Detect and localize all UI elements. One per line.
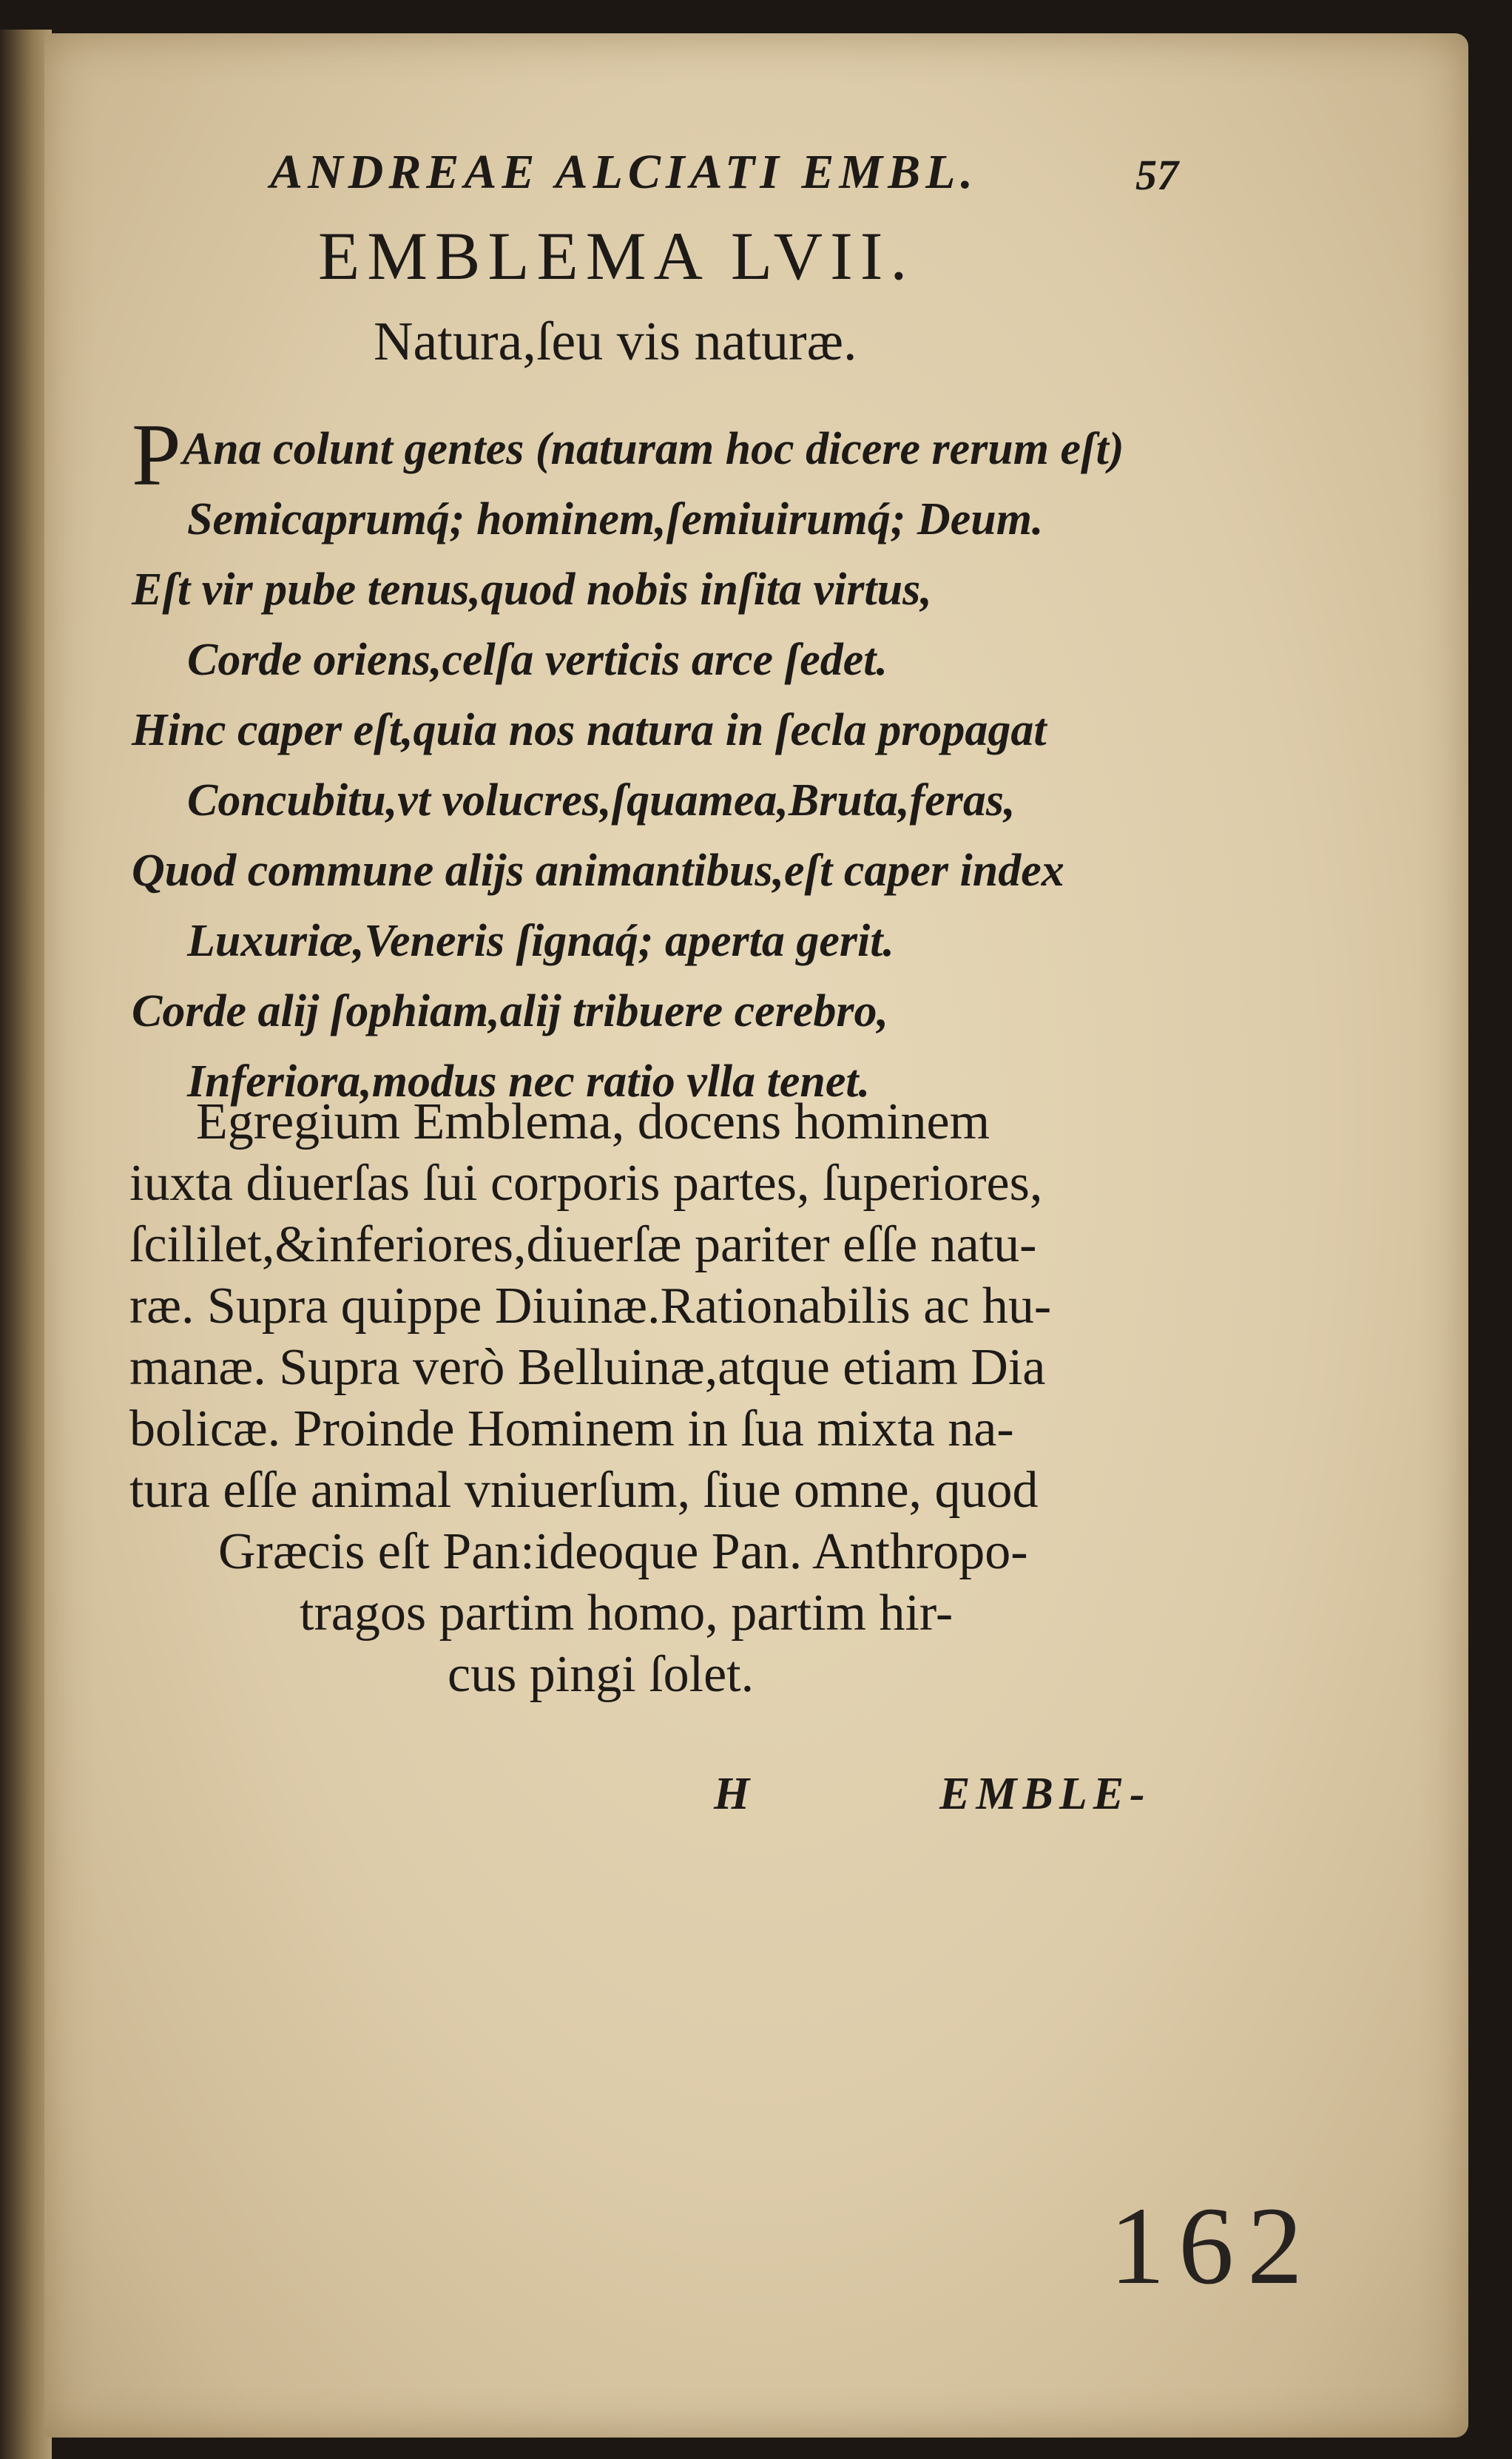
verse-line: Corde alij ſophiam,alij tribuere cerebro, bbox=[132, 986, 888, 1036]
drop-cap: P bbox=[132, 405, 181, 504]
verse-line: Quod commune alijs animantibus,eſt caper index bbox=[132, 846, 1064, 896]
verse-line: Hinc caper eſt,quia nos natura in ſecla propagat bbox=[132, 705, 1047, 755]
commentary-line: ræ. Supra quippe Diuinæ.Rationabilis ac hu- bbox=[129, 1278, 1052, 1335]
commentary-line: manæ. Supra verò Belluinæ,atque etiam Dia bbox=[129, 1339, 1046, 1396]
shelf-number: 162 bbox=[1110, 2185, 1316, 2307]
book-page bbox=[44, 33, 1468, 2438]
verse-line: Eſt vir pube tenus,quod nobis inſita virtus, bbox=[132, 564, 932, 615]
commentary-line: Græcis eſt Pan:ideoque Pan. Anthropo- bbox=[218, 1523, 1028, 1580]
emblem-motto: Natura,ſeu vis naturæ. bbox=[374, 311, 857, 372]
commentary-line: tragos partim homo, partim hir- bbox=[300, 1585, 954, 1642]
verse-line: Inferiora,modus nec ratio vlla tenet. bbox=[187, 1056, 871, 1107]
verse-line: Semicaprumq́; hominem,ſemiuirumq́; Deum. bbox=[187, 494, 1044, 544]
running-title: ANDREAE ALCIATI EMBL. bbox=[270, 145, 978, 199]
commentary-line: iuxta diuerſas ſui corporis partes, ſuperiores, bbox=[129, 1155, 1043, 1212]
verse-line: Corde oriens,celſa verticis arce ſedet. bbox=[187, 635, 888, 685]
commentary-line: ſcililet,&inferiores,diuerſæ pariter eſſe natu- bbox=[129, 1216, 1037, 1273]
verse-line: Luxuriæ,Veneris ſignaq́; aperta gerit. bbox=[187, 916, 894, 966]
signature-mark: H bbox=[714, 1769, 750, 1819]
emblem-title: EMBLEMA LVII. bbox=[318, 218, 915, 294]
emblem-verse bbox=[132, 405, 1241, 1117]
catchword: EMBLE- bbox=[939, 1769, 1151, 1819]
commentary-line: bolicæ. Proinde Hominem in ſua mixta na- bbox=[129, 1400, 1014, 1457]
verse-line: PAna colunt gentes (naturam hoc dicere rerum eſt) bbox=[132, 405, 1124, 504]
commentary bbox=[129, 1091, 1180, 1705]
commentary-line: tura eſſe animal vniuerſum, ſiue omne, quod bbox=[129, 1462, 1039, 1519]
verse-line: Concubitu,vt volucres,ſquamea,Bruta,feras, bbox=[187, 775, 1016, 826]
commentary-line: Egregium Emblema, docens hominem bbox=[196, 1093, 990, 1150]
commentary-line: cus pingi ſolet. bbox=[448, 1646, 755, 1703]
page-folio: 57 bbox=[1135, 151, 1178, 199]
